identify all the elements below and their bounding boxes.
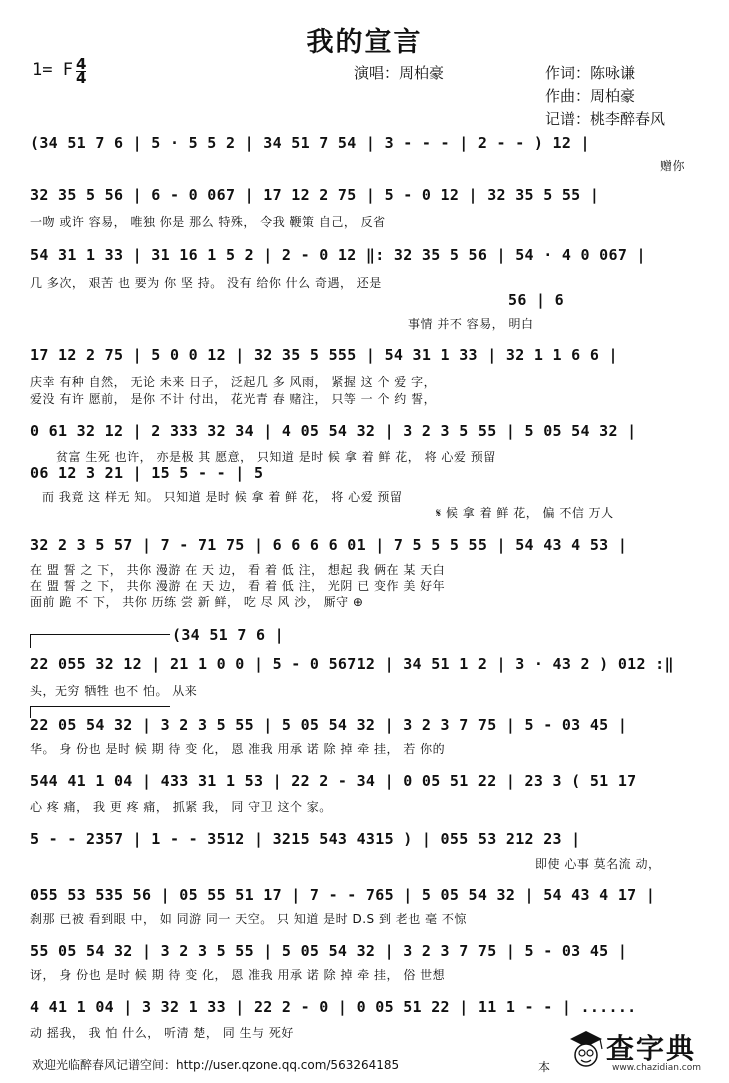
score-row-lyrics: 动 摇我， 我 怕 什么， 听清 楚， 同 生与 死好 [30, 1026, 294, 1040]
score-row-lyrics: 庆幸 有种 自然， 无论 未来 日子， 泛起几 多 风雨， 紧握 这 个 爱 字， [30, 375, 437, 389]
composer-credit: 作曲：周柏豪 [545, 87, 636, 105]
score-row-lyrics: 头，无穷 牺牲 也不 怕。 从来 [30, 684, 198, 698]
logo-text: 查字典 [606, 1032, 697, 1065]
time-signature [76, 55, 87, 87]
score-row-lyrics: 一吻 或许 容易， 唯独 你是 那么 特殊， 令我 鞭策 自己， 反省 [30, 215, 386, 229]
score-row-lyrics: 华。 身 份也 是时 候 期 待 变 化， 恩 准我 用承 诺 除 掉 牵 挂， 若 你的 [30, 742, 446, 756]
score-row-notes: 055 53 535 56 | 05 55 51 17 | 7 - - 765 | 5 05 54 32 | 54 43 4 17 | [30, 886, 656, 904]
score-row-lyrics: 𝄋 候 拿 着 鲜 花， 偏 不信 万人 [436, 506, 614, 520]
time-signature-bottom: 4 [76, 69, 87, 87]
score-row-lyrics: 在 盟 誓 之 下， 共你 漫游 在 天 边， 看 着 低 注， 想起 我 俩在 某 天白 [30, 563, 446, 577]
key-signature: 1= F [32, 60, 73, 80]
score-row-notes: 06 12 3 21 | 15 5 - - | 5 [30, 464, 264, 482]
score-row-lyrics: 心 疼 痛， 我 更 疼 痛， 抓紧 我， 同 守卫 这个 家。 [30, 800, 332, 814]
score-row-lyrics: 事情 并不 容易， 明白 [408, 317, 534, 331]
singer-credit: 演唱：周柏豪 [354, 64, 445, 82]
site-logo [566, 1025, 724, 1077]
score-row-notes: 32 35 5 56 | 6 - 0 067 | 17 12 2 75 | 5 - 0 12 | 32 35 5 55 | [30, 186, 600, 204]
transcriber-credit: 记谱：桃李醉春风 [545, 110, 666, 128]
score-row-lyrics: 在 盟 誓 之 下， 共你 漫游 在 天 边， 看 着 低 注， 光阴 已 变作 美 好年 [30, 579, 446, 593]
score-row-notes: 4 41 1 04 | 3 32 1 33 | 22 2 - 0 | 0 05 51 22 | 11 1 - - | ...... [30, 998, 637, 1016]
transcriber-footer-credit: 欢迎光临醉春风记谱空间：http://user.qzone.qq.com/563264185 [32, 1058, 400, 1072]
score-row-notes: 0 61 32 12 | 2 333 32 34 | 4 05 54 32 | 3 2 3 5 55 | 5 05 54 32 | [30, 422, 637, 440]
volta-bracket-1-edge [30, 634, 31, 648]
song-title: 我的宣言 [306, 27, 423, 58]
score-row-lyrics: 讶， 身 份也 是时 候 期 待 变 化， 恩 准我 用承 诺 除 掉 牵 挂， 俗 世想 [30, 968, 446, 982]
score-row-notes: (34 51 7 6 | [172, 626, 284, 644]
score-row-notes: 32 2 3 5 57 | 7 - 71 75 | 6 6 6 6 01 | 7 5 5 5 55 | 54 43 4 53 | [30, 536, 628, 554]
score-row-lyrics: 几 多次， 艰苦 也 要为 你 坚 持。 没有 给你 什么 奇遇， 还是 [30, 276, 382, 290]
score-row-notes: (34 51 7 6 | 5 · 5 5 2 | 34 51 7 54 | 3 - - - | 2 - - ) 12 | [30, 134, 590, 152]
score-row-notes: 5 - - 2357 | 1 - - 3512 | 3215 543 4315 ) | 055 53 212 23 | [30, 830, 581, 848]
lyricist-credit: 作词：陈咏谦 [545, 64, 636, 82]
score-row-lyrics: 刹那 已被 看到眼 中， 如 同游 同一 天空。 只 知道 是时 D.S 到 老也 毫 不惊 [30, 912, 467, 926]
footer-suffix: 本 [538, 1060, 551, 1074]
score-row-lyrics: 面前 跪 不 下， 共你 历练 尝 新 鲜， 吃 尽 风 沙， 厮守 ⊕ [30, 595, 364, 609]
score-row-notes: 544 41 1 04 | 433 31 1 53 | 22 2 - 34 | 0 05 51 22 | 23 3 ( 51 17 [30, 772, 637, 790]
volta-bracket-1 [30, 634, 170, 635]
score-row-lyrics: 而 我竟 这 样无 知。 只知道 是时 候 拿 着 鲜 花， 将 心爱 预留 [42, 490, 403, 504]
scholar-mascot-icon [566, 1025, 606, 1075]
score-row-notes: 17 12 2 75 | 5 0 0 12 | 32 35 5 555 | 54 31 1 33 | 32 1 1 6 6 | [30, 346, 618, 364]
score-row-notes: 22 055 32 12 | 21 1 0 0 | 5 - 0 56712 | 34 51 1 2 | 3 · 43 2 ) 012 :‖ [30, 655, 674, 673]
score-row-notes: 56 | 6 [508, 291, 564, 309]
score-row-lyrics: 赠你 [660, 159, 686, 173]
score-row-lyrics: 爱没 有许 愿前， 是你 不计 付出， 花光青 春 赌注， 只等 一 个 约 誓， [30, 392, 437, 406]
score-row-notes: 54 31 1 33 | 31 16 1 5 2 | 2 - 0 12 ‖: 32 35 5 56 | 54 · 4 0 067 | [30, 246, 646, 264]
time-signature-top: 4 [76, 55, 87, 73]
volta-bracket-2 [30, 706, 170, 707]
score-row-lyrics: 即使 心事 莫名流 动， [535, 857, 661, 871]
logo-url: www.chazidian.com [612, 1063, 702, 1073]
score-row-notes: 55 05 54 32 | 3 2 3 5 55 | 5 05 54 32 | 3 2 3 7 75 | 5 - 03 45 | [30, 942, 628, 960]
score-row-notes: 22 05 54 32 | 3 2 3 5 55 | 5 05 54 32 | 3 2 3 7 75 | 5 - 03 45 | [30, 716, 628, 734]
score-row-lyrics: 贫富 生死 也许， 亦是极 其 愿意， 只知道 是时 候 拿 着 鲜 花， 将 心爱 预留 [56, 450, 496, 464]
